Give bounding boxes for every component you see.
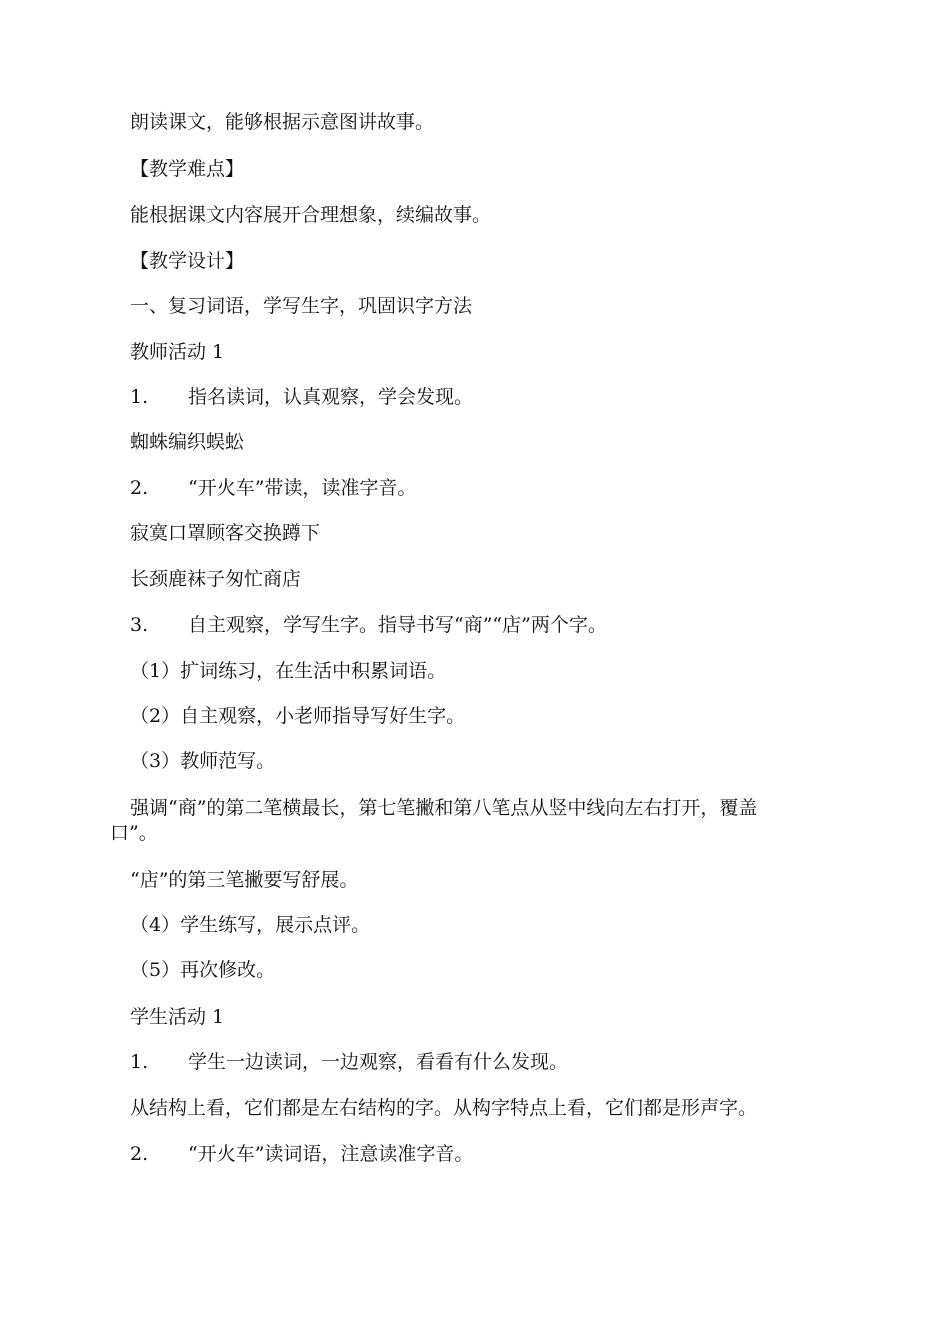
student-step-1 bbox=[130, 1050, 568, 1074]
sub-step-4: （4）学生练写，展示点评。 bbox=[130, 914, 371, 936]
student-step-2 bbox=[130, 1142, 473, 1166]
teacher-step-2 bbox=[130, 476, 416, 500]
heading-teaching-design: 【教学设计】 bbox=[130, 250, 245, 272]
paragraph-reading-goal: 朗读课文，能够根据示意图讲故事。 bbox=[130, 111, 435, 133]
sub-step-1: （1）扩词练习，在生活中积累词语。 bbox=[130, 660, 447, 682]
word-list-2: 寂寞口罩顾客交换蹲下 bbox=[130, 522, 321, 544]
step-number: 2. bbox=[130, 1143, 149, 1165]
step-number: 2. bbox=[130, 477, 149, 499]
paragraph-difficulty: 能根据课文内容展开合理想象，续编故事。 bbox=[130, 204, 492, 226]
teacher-activity-heading: 教师活动 1 bbox=[130, 341, 225, 363]
step-text: 自主观察，学写生字。指导书写“商”“店”两个字。 bbox=[188, 614, 607, 636]
student-answer: 从结构上看，它们都是左右结构的字。从构字特点上看，它们都是形声字。 bbox=[130, 1097, 758, 1119]
emphasis-dian: “店”的第三笔撇要写舒展。 bbox=[130, 869, 359, 891]
heading-teaching-difficulty: 【教学难点】 bbox=[130, 158, 245, 180]
sub-step-2: （2）自主观察，小老师指导写好生字。 bbox=[130, 705, 466, 727]
word-list-1: 蜘蛛编织蜈蚣 bbox=[130, 431, 245, 453]
teacher-step-3 bbox=[130, 613, 607, 637]
sub-step-3: （3）教师范写。 bbox=[130, 750, 276, 772]
step-number: 1. bbox=[130, 386, 149, 408]
section-heading-review: 一、复习词语，学写生字，巩固识字方法 bbox=[130, 295, 473, 317]
step-number: 1. bbox=[130, 1051, 149, 1073]
student-activity-heading: 学生活动 1 bbox=[130, 1006, 225, 1028]
sub-step-5: （5）再次修改。 bbox=[130, 959, 276, 981]
emphasis-shang-line2: 口”。 bbox=[110, 822, 158, 844]
word-list-3: 长颈鹿袜子匆忙商店 bbox=[130, 568, 302, 590]
emphasis-shang-line1: 强调“商”的第二笔横最长，第七笔撇和第八笔点从竖中线向左右打开，覆盖 bbox=[130, 797, 758, 819]
teacher-step-1 bbox=[130, 385, 473, 409]
step-text: “开火车”带读，读准字音。 bbox=[188, 477, 417, 499]
step-text: 指名读词，认真观察，学会发现。 bbox=[188, 386, 474, 408]
step-text: “开火车”读词语，注意读准字音。 bbox=[188, 1143, 474, 1165]
step-text: 学生一边读词，一边观察，看看有什么发现。 bbox=[188, 1051, 569, 1073]
step-number: 3. bbox=[130, 614, 149, 636]
